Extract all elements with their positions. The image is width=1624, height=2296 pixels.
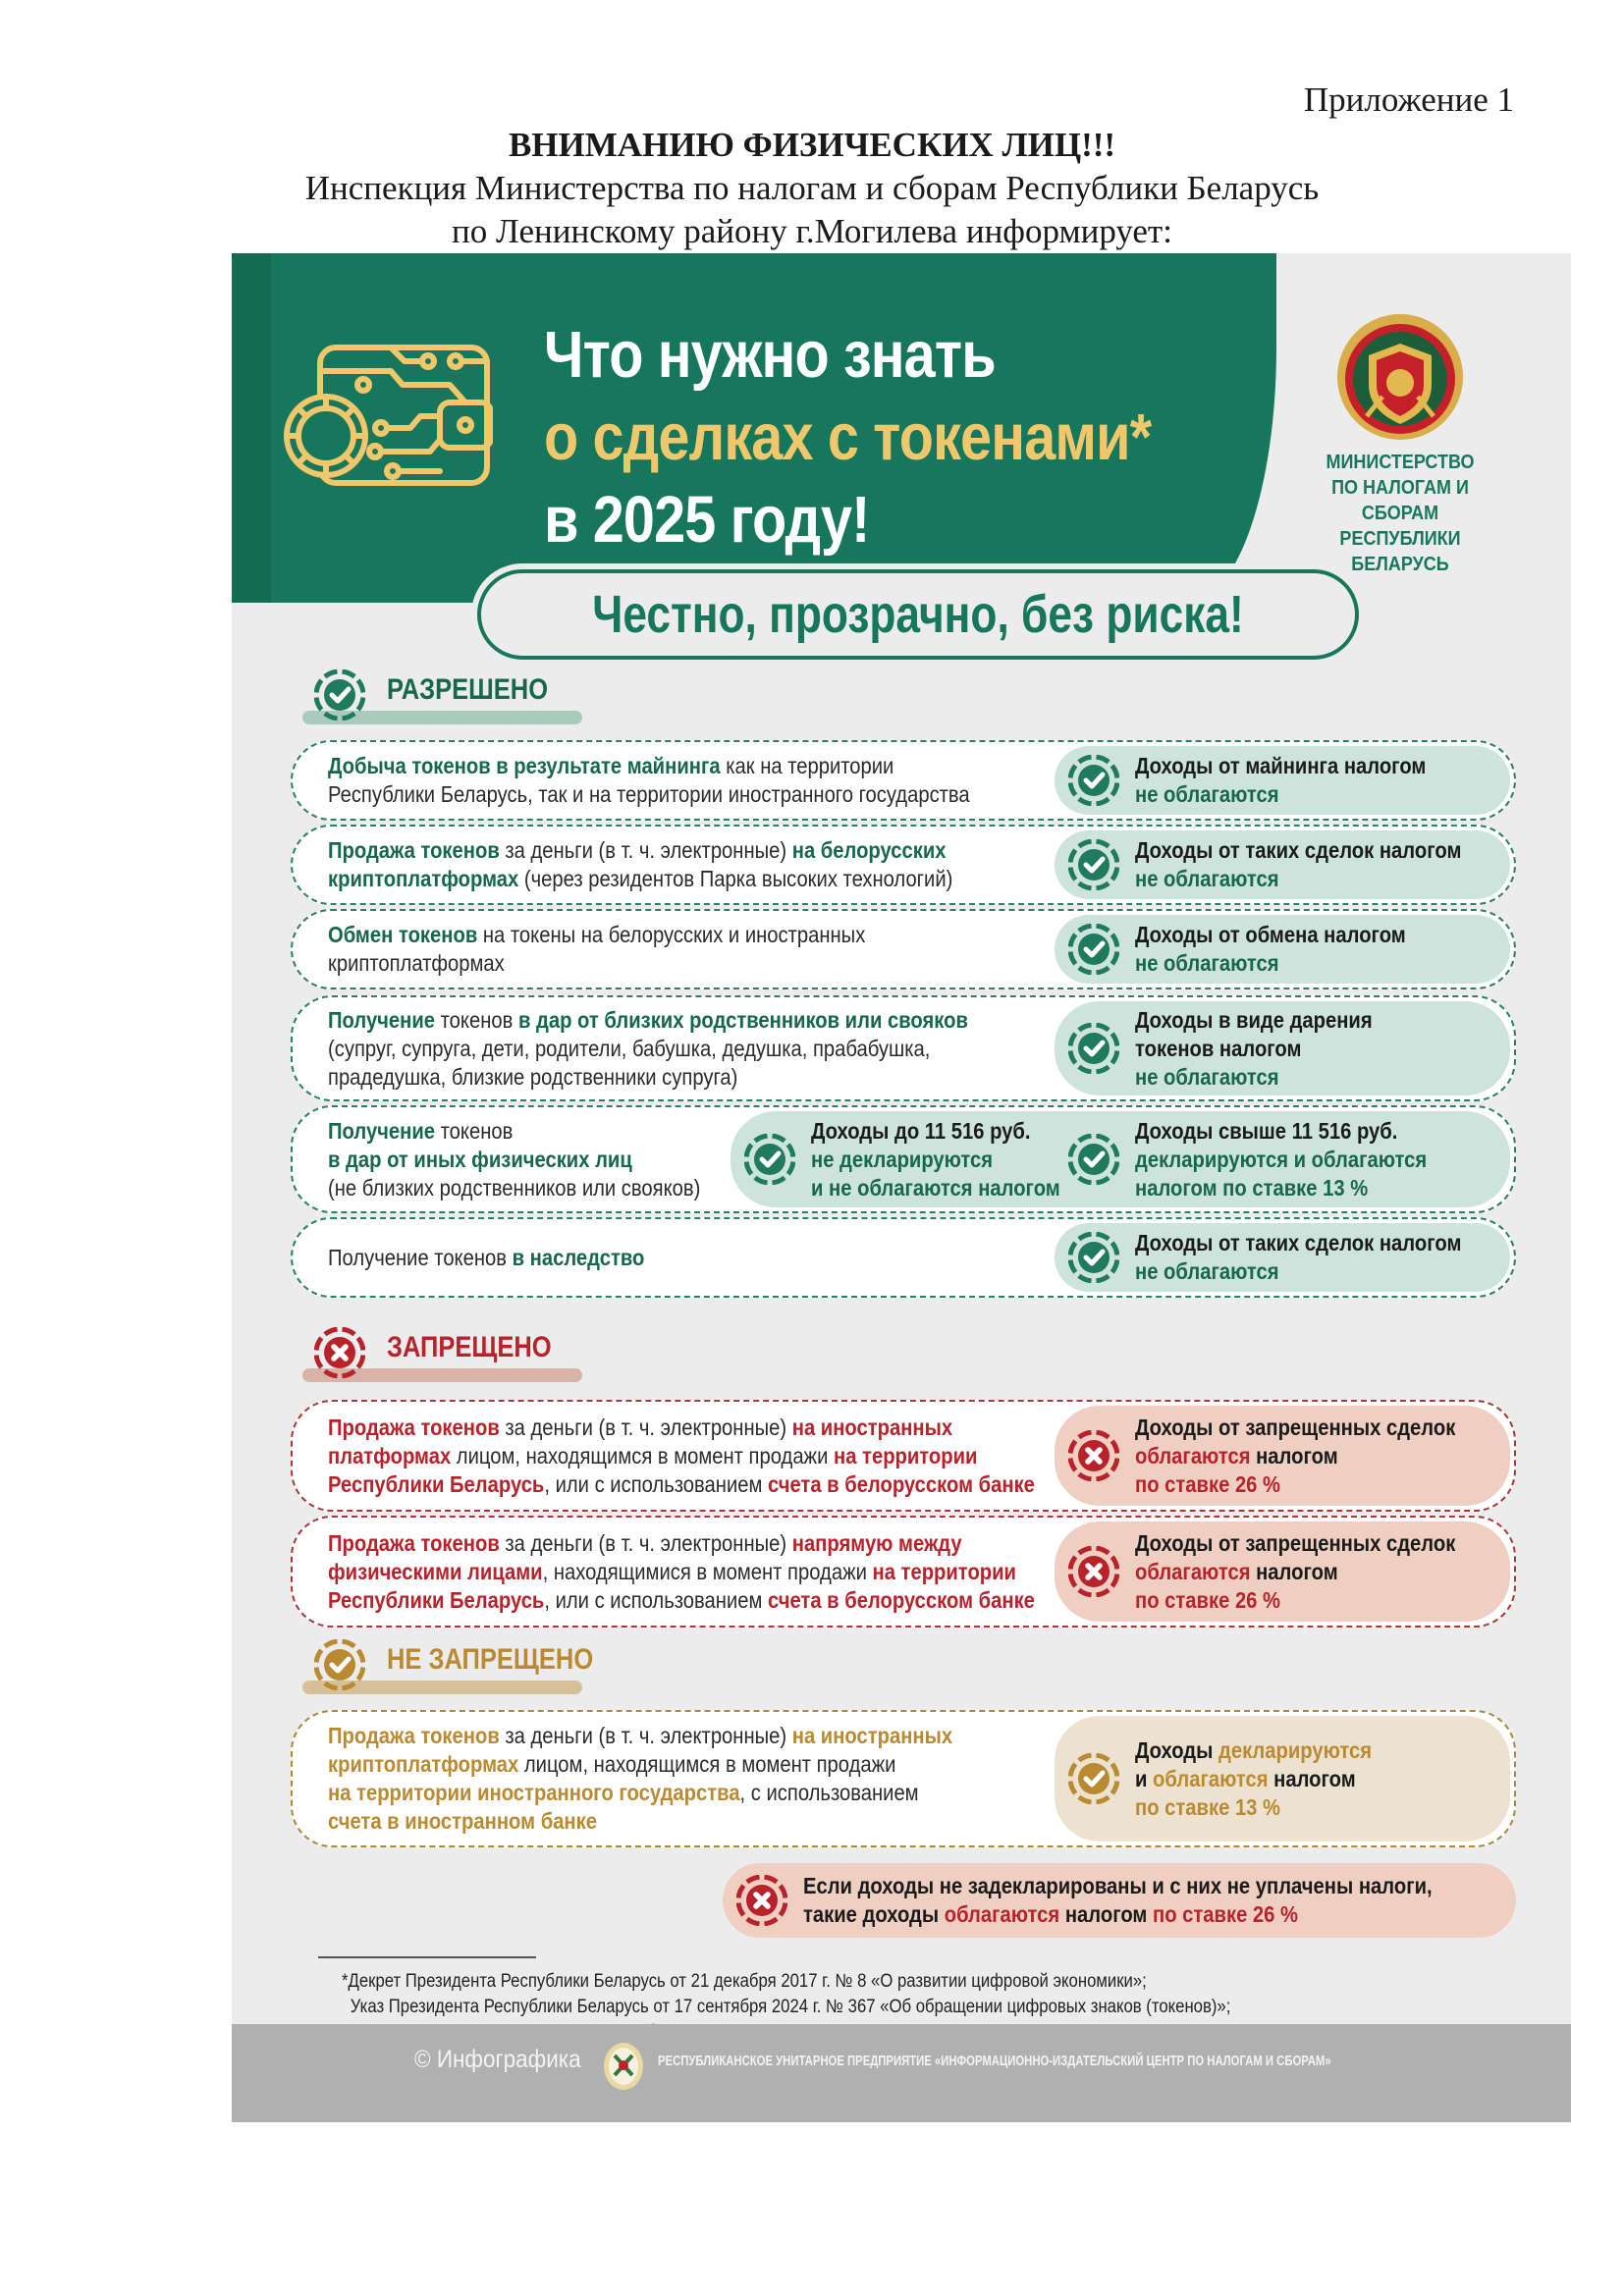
result-icon xyxy=(1068,1023,1119,1074)
infographic xyxy=(232,253,1571,2122)
result-line: не облагаются xyxy=(1135,1258,1279,1284)
rule-line: Республики Беларусь, или с использованием счета в белорусском банке xyxy=(328,1470,1035,1497)
result-icon xyxy=(1068,1232,1119,1283)
result-line: декларируются и облагаются xyxy=(1135,1146,1428,1172)
rule-row xyxy=(291,1400,1516,1512)
section-title: ЗАПРЕЩЕНО xyxy=(387,1331,552,1363)
result-line: не облагаются xyxy=(1135,950,1279,976)
check-badge-icon xyxy=(1068,1134,1119,1185)
cross-badge-icon xyxy=(736,1875,787,1926)
rule-line: Республики Беларусь, или с использованием счета в белорусском банке xyxy=(328,1586,1035,1613)
result-line: облагаются налогом xyxy=(1135,1558,1338,1584)
inspection-line-2: по Ленинскому району г.Могилева информирует: xyxy=(452,212,1172,250)
warning-pill xyxy=(723,1863,1516,1938)
publisher-emblem-icon xyxy=(603,2042,644,2091)
rule-text xyxy=(328,1244,644,1272)
result-icon xyxy=(1068,1134,1119,1185)
result-line: Доходы свыше 11 516 руб. xyxy=(1135,1117,1398,1144)
rule-line: в дар от иных физических лиц xyxy=(328,1146,632,1172)
result-line: по ставке 13 % xyxy=(1135,1793,1281,1820)
check-badge-icon xyxy=(1068,1023,1119,1074)
slogan-banner xyxy=(477,569,1359,660)
result-line: не облагаются xyxy=(1135,1063,1279,1090)
rule-row xyxy=(291,1217,1516,1298)
check-badge-icon xyxy=(1068,1753,1119,1804)
result-line: Доходы до 11 516 руб. xyxy=(811,1117,1031,1144)
rule-line: Продажа токенов за деньги (в т. ч. электронные) на иностранных xyxy=(328,1414,953,1440)
rule-row xyxy=(291,1105,1516,1213)
publisher-name: РЕСПУБЛИКАНСКОЕ УНИТАРНОЕ ПРЕДПРИЯТИЕ «ИНФОРМАЦИОННО-ИЗДАТЕЛЬСКИЙ ЦЕНТР ПО НАЛОГАМ И СБОРАМ» xyxy=(658,2054,1331,2069)
section-icon xyxy=(314,1327,365,1378)
result-line: по ставке 26 % xyxy=(1135,1470,1281,1497)
title-line-2: о сделках с токенами* xyxy=(544,400,1152,474)
rule-text xyxy=(328,1722,952,1836)
rule-row xyxy=(291,825,1516,905)
rule-row xyxy=(291,995,1516,1101)
result-pill xyxy=(1055,1716,1510,1842)
footnote-line: *Декрет Президента Республики Беларусь от 21 декабря 2017 г. № 8 «О развитии цифровой экономики»; xyxy=(342,1971,1147,1992)
section-icon xyxy=(314,669,365,721)
result-pill xyxy=(1055,1406,1510,1506)
rule-line: криптоплатформах (через резидентов Парка высоких технологий) xyxy=(328,866,953,891)
check-badge-icon xyxy=(314,1639,365,1690)
result-pill xyxy=(1055,1001,1510,1095)
result-line: не облагаются xyxy=(1135,781,1279,807)
rule-text xyxy=(328,752,970,809)
result-line: такие доходы облагаются налогом по ставке 26 % xyxy=(803,1901,1299,1927)
rule-line: платформах лицом, находящимся в момент продажи на территории xyxy=(328,1442,978,1468)
result-pill xyxy=(1055,1223,1510,1292)
result-icon xyxy=(1068,839,1119,890)
result-icon xyxy=(1068,755,1119,806)
ministry-line-3: РЕСПУБЛИКИ БЕЛАРУСЬ xyxy=(1339,528,1461,575)
rule-line: Продажа токенов за деньги (в т. ч. электронные) на белорусских xyxy=(328,837,947,863)
rule-line: криптоплатформах лицом, находящимся в момент продажи xyxy=(328,1751,896,1777)
result-text xyxy=(1135,1117,1427,1202)
result-line: Доходы от майнинга налогом xyxy=(1135,753,1427,778)
result-text xyxy=(1135,1229,1461,1286)
result-line: Доходы в виде дарения xyxy=(1135,1006,1373,1033)
result-icon xyxy=(1068,1546,1119,1597)
result-line: Если доходы не задекларированы и с них не уплачены налоги, xyxy=(803,1873,1433,1898)
section-icon xyxy=(314,1639,365,1690)
cross-badge-icon xyxy=(314,1327,365,1378)
result-text xyxy=(1135,1006,1373,1092)
result-text xyxy=(1135,836,1461,893)
copyright: © Инфографика xyxy=(414,2046,581,2073)
result-text xyxy=(1135,1736,1372,1822)
result-line: Доходы от запрещенных сделок xyxy=(1135,1414,1456,1440)
attention-heading: ВНИМАНИЮ ФИЗИЧЕСКИХ ЛИЦ!!! xyxy=(508,126,1116,164)
rule-line: криптоплатформах xyxy=(328,950,505,976)
check-badge-icon xyxy=(744,1134,795,1185)
ministry-emblem-icon xyxy=(1333,308,1467,442)
rule-line: Получение токенов в наследство xyxy=(328,1244,645,1270)
rule-row xyxy=(291,740,1516,821)
result-pill xyxy=(1055,915,1510,984)
title-banner xyxy=(232,253,1276,603)
result-icon xyxy=(1068,924,1119,975)
result-icon xyxy=(1068,1430,1119,1481)
page-title xyxy=(544,314,1151,561)
result-icon xyxy=(736,1875,787,1926)
result-line: облагаются налогом xyxy=(1135,1442,1338,1468)
rule-row xyxy=(291,909,1516,989)
ministry-line-1: МИНИСТЕРСТВО xyxy=(1326,452,1475,473)
result-line: по ставке 26 % xyxy=(1135,1586,1281,1613)
footer-bar xyxy=(232,2024,1571,2122)
result-line: токенов налогом xyxy=(1135,1035,1302,1061)
result-pill xyxy=(1055,1111,1510,1207)
title-line-1: Что нужно знать xyxy=(544,318,996,392)
check-badge-icon xyxy=(1068,924,1119,975)
result-line: и не облагаются налогом xyxy=(811,1174,1060,1201)
inspection-line-1: Инспекция Министерства по налогам и сборам Республики Беларусь xyxy=(304,169,1320,207)
rule-line: прадедушка, близкие родственники супруга) xyxy=(328,1063,738,1090)
result-text xyxy=(811,1117,1060,1202)
check-badge-icon xyxy=(1068,755,1119,806)
result-line: Доходы от таких сделок налогом xyxy=(1135,837,1462,863)
result-text xyxy=(803,1872,1433,1929)
result-pill xyxy=(1055,830,1510,899)
slogan-text: Честно, прозрачно, без риска! xyxy=(592,585,1244,644)
result-text xyxy=(1135,1414,1455,1499)
rule-line: Обмен токенов на токены на белорусских и иностранных xyxy=(328,922,866,947)
footnote-divider xyxy=(318,1956,536,1958)
rule-line: (не близких родственников или свояков) xyxy=(328,1174,701,1201)
result-line: Доходы от таких сделок налогом xyxy=(1135,1230,1462,1255)
rule-text xyxy=(328,1006,968,1092)
rule-text xyxy=(328,921,865,978)
rule-line: на территории иностранного государства, с использованием xyxy=(328,1780,919,1805)
rule-text xyxy=(328,836,952,893)
footnote-line: Указ Президента Республики Беларусь от 17 сентября 2024 г. № 367 «Об обращении цифровых знаков (токенов)»; xyxy=(350,1997,1231,2017)
rule-line: счета в иностранном банке xyxy=(328,1808,597,1834)
result-line: и облагаются налогом xyxy=(1135,1765,1356,1791)
rule-line: Добыча токенов в результате майнинга как на территории xyxy=(328,753,894,778)
ministry-name xyxy=(1298,450,1503,577)
rule-text xyxy=(328,1529,1035,1615)
result-text xyxy=(1135,752,1426,809)
result-line: Доходы от запрещенных сделок xyxy=(1135,1529,1456,1556)
section-title: НЕ ЗАПРЕЩЕНО xyxy=(387,1643,594,1676)
result-line: не облагаются xyxy=(1135,866,1279,891)
rule-line: Республики Беларусь, так и на территории иностранного государства xyxy=(328,781,970,807)
rule-line: физическими лицами, находящимися в момент продажи на территории xyxy=(328,1558,1016,1584)
result-text xyxy=(1135,1529,1455,1615)
result-line: не декларируются xyxy=(811,1146,994,1172)
result-pill xyxy=(1055,746,1510,815)
section-title: РАЗРЕШЕНО xyxy=(387,673,549,706)
cross-badge-icon xyxy=(1068,1430,1119,1481)
check-badge-icon xyxy=(1068,839,1119,890)
rule-text xyxy=(328,1117,700,1202)
check-badge-icon xyxy=(314,669,365,721)
rule-row xyxy=(291,1516,1516,1628)
result-text xyxy=(1135,921,1406,978)
cross-badge-icon xyxy=(1068,1546,1119,1597)
result-icon xyxy=(1068,1753,1119,1804)
crypto-wallet-icon xyxy=(283,342,493,489)
rule-line: Продажа токенов за деньги (в т. ч. электронные) на иностранных xyxy=(328,1723,953,1748)
title-line-3: в 2025 году! xyxy=(544,483,870,557)
result-line: налогом по ставке 13 % xyxy=(1135,1174,1369,1201)
result-icon xyxy=(744,1134,795,1185)
result-pill xyxy=(1055,1522,1510,1622)
rule-text xyxy=(328,1414,1035,1499)
check-badge-icon xyxy=(1068,1232,1119,1283)
rule-line: (супруг, супруга, дети, родители, бабушка, дедушка, прабабушка, xyxy=(328,1035,931,1061)
result-line: Доходы от обмена налогом xyxy=(1135,922,1406,947)
result-line: Доходы декларируются xyxy=(1135,1736,1373,1763)
rule-row xyxy=(291,1710,1516,1847)
rule-line: Продажа токенов за деньги (в т. ч. электронные) напрямую между xyxy=(328,1529,962,1556)
rule-line: Получение токенов xyxy=(328,1117,514,1144)
appendix-label: Приложение 1 xyxy=(1303,80,1514,119)
rule-line: Получение токенов в дар от близких родственников или свояков xyxy=(328,1006,968,1033)
ministry-line-2: ПО НАЛОГАМ И СБОРАМ xyxy=(1331,477,1469,524)
